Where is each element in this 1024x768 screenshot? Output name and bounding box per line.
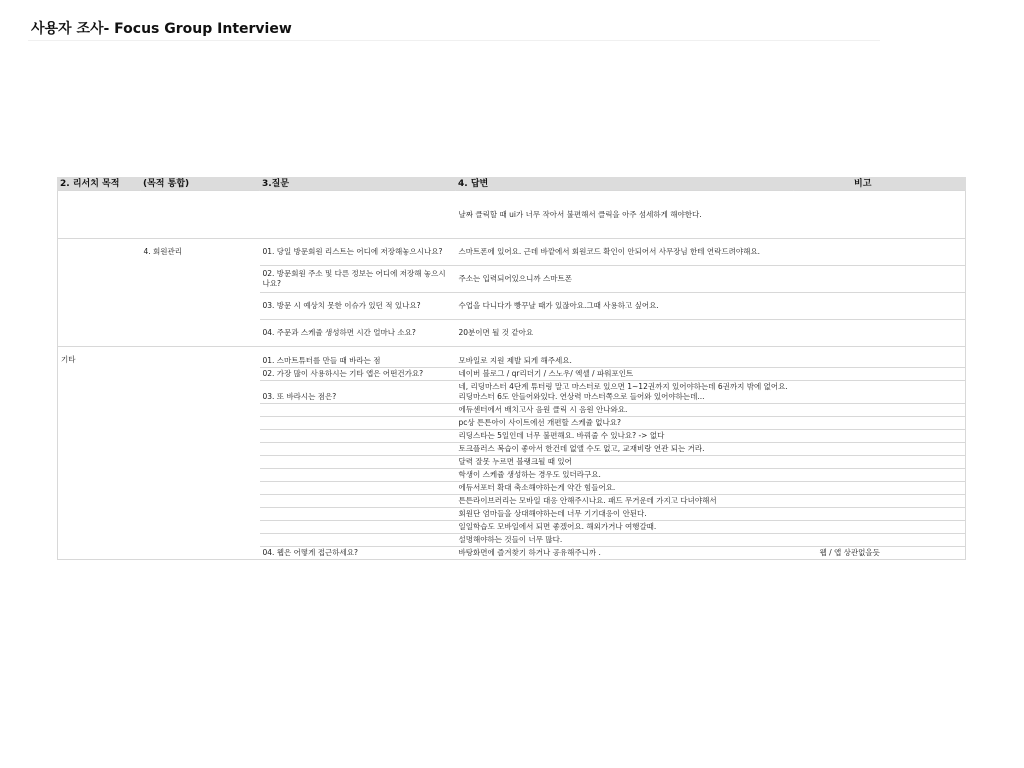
table-row (58, 442, 966, 455)
question-cell: 01. 당일 방문회원 리스트는 어디에 저장해놓으시나요? (260, 239, 456, 266)
note-cell: 웹 / 앱 상관없을듯 (794, 546, 966, 559)
table-row (58, 455, 966, 468)
answer-cell: 20분이면 될 것 같아요 (456, 320, 794, 347)
title-divider (28, 40, 880, 41)
answer-cell: 회원단 엄마들을 상대해야하는데 너무 기기대응이 안된다. (456, 507, 794, 520)
header-note: 비고 (794, 177, 966, 191)
answer-cell: 에듀서포터 확대 축소해야하는게 약간 힘들어요. (456, 481, 794, 494)
table-row (58, 494, 966, 507)
answer-cell: 튼튼라이브러리는 모바일 대응 안해주시나요. 패드 무거운데 가지고 다녀야해서 (456, 494, 794, 507)
section-label-member: 4. 회원관리 (141, 239, 260, 266)
header-answer: 4. 답변 (456, 177, 794, 191)
table-row (58, 429, 966, 442)
table-row (58, 507, 966, 520)
answer-cell: 달력 잘못 누르면 블랭크될 때 있어 (456, 455, 794, 468)
table-row (58, 546, 966, 559)
question-cell: 01. 스마트튜터를 만들 때 바라는 점 (260, 347, 456, 368)
table-row (58, 191, 966, 239)
answer-cell: 설명해야하는 것들이 너무 많다. (456, 533, 794, 546)
answer-cell: 일일학습도 모바일에서 되면 좋겠어요. 해외가거나 여행갈때. (456, 520, 794, 533)
header-question: 3.질문 (260, 177, 456, 191)
header-research-purpose: 2. 리서치 목적 (58, 177, 141, 191)
answer-cell: 에듀센터에서 배치고사 음원 클릭 시 음원 안나와요. (456, 403, 794, 416)
question-cell: 02. 방문회원 주소 및 다른 정보는 어디에 저장해 놓으시나요? (260, 266, 456, 293)
answer-cell: 리딩스타는 5일인데 너무 불편해요. 바꿔줄 수 있나요? -> 없다 (456, 429, 794, 442)
question-cell: 04. 주문과 스케쥴 생성하면 시간 얼마나 소요? (260, 320, 456, 347)
table-row (58, 403, 966, 416)
table-row (58, 416, 966, 429)
question-cell: 03. 또 바라시는 점은? (260, 380, 456, 403)
answer-cell: 네, 리딩마스터 4단계 튜터링 말고 마스터로 있으면 1~12권까지 있어야하는데 6권까지 밖에 없어요. 리딩마스터 6도 안들어와있다. 연상력 마스터쪽으로 들어와 있어야하는데... (456, 380, 794, 403)
table-row (58, 320, 966, 347)
answer-cell: 토크플러스 복습이 좋아서 한건데 없앨 수도 없고, 교재비랑 연관 되는 거라. (456, 442, 794, 455)
answer-cell: 주소는 입력되어있으니까 스마트폰 (456, 266, 794, 293)
answer-cell: 수업을 다니다가 빵꾸날 때가 있잖아요.그때 사용하고 싶어요. (456, 293, 794, 320)
table-row (58, 533, 966, 546)
table-row (58, 468, 966, 481)
question-cell: 03. 방문 시 예상치 못한 이슈가 있던 적 있나요? (260, 293, 456, 320)
answer-cell: pc상 튼튼아이 사이트에선 개편할 스케쥴 없나요? (456, 416, 794, 429)
answer-cell: 네이버 블로그 / qr리더기 / 스노우/ 엑셀 / 파워포인트 (456, 367, 794, 380)
table-row (58, 481, 966, 494)
answer-cell: 바탕화면에 즐겨찾기 하거나 공유해주니까 . (456, 546, 794, 559)
question-cell: 02. 가장 많이 사용하시는 기타 앱은 어떤건가요? (260, 367, 456, 380)
table-row (58, 266, 966, 293)
table-row (58, 380, 966, 403)
table-row (58, 239, 966, 266)
table-row (58, 367, 966, 380)
header-purpose-integrated: (목적 통합) (141, 177, 260, 191)
table-header-row (58, 177, 966, 191)
table-row (58, 520, 966, 533)
page-title: 사용자 조사- Focus Group Interview (31, 21, 292, 37)
answer-cell: 모바일로 지원 제발 되게 해주세요. (456, 347, 794, 368)
answer-cell: 스마트폰에 있어요. 근데 바깥에서 회원코드 확인이 안되어서 사무장님 한테 연락드려야해요. (456, 239, 794, 266)
answer-cell: 날짜 클릭할 때 ui가 너무 작아서 불편해서 클릭을 아주 섬세하게 해야한다. (456, 191, 794, 239)
answer-cell: 학생이 스케쥴 생성하는 경우도 있더라구요. (456, 468, 794, 481)
table-row (58, 293, 966, 320)
section-label-etc: 기타 (58, 347, 141, 368)
interview-table (57, 177, 966, 560)
question-cell: 04. 웹은 어떻게 접근하세요? (260, 546, 456, 559)
